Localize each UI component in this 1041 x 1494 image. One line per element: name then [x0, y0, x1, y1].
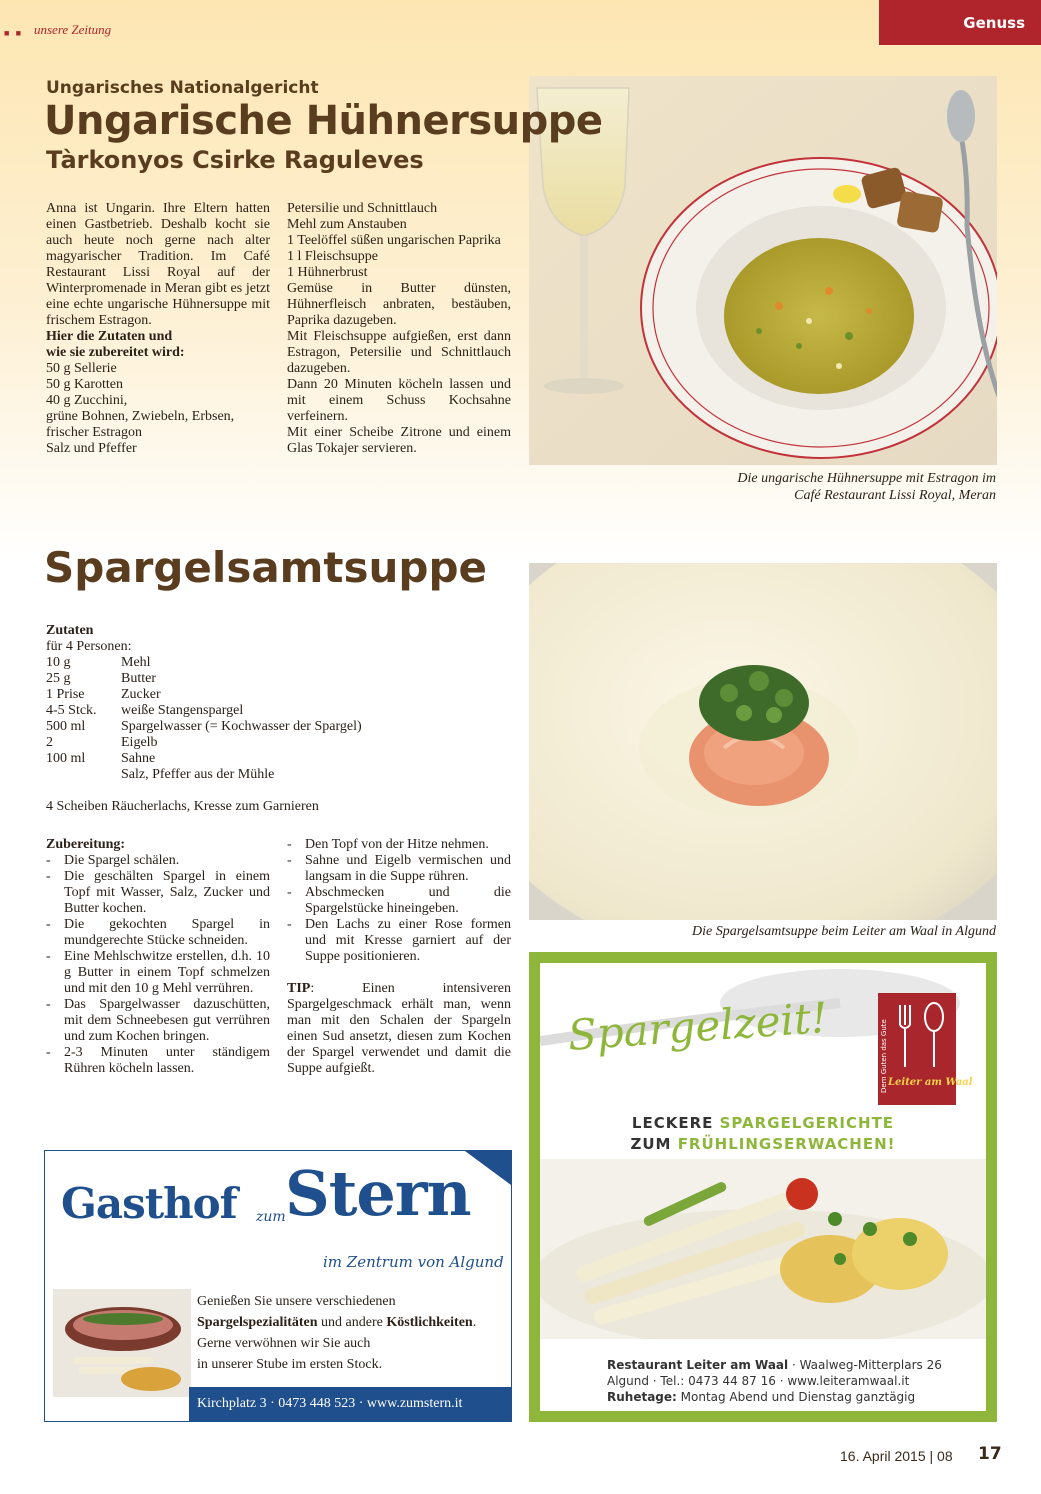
ingredient-row: [46, 703, 512, 719]
ad-leiter-am-waal[interactable]: [529, 952, 997, 1422]
article2-ingredients: [46, 623, 512, 815]
step-text: Sahne und Eigelb vermischen und langsam in die Suppe rühren.: [305, 853, 511, 884]
ingredient-item: Salz, Pfeffer aus der Mühle: [121, 767, 275, 782]
ingredient-line: 1 l Fleischsuppe: [287, 249, 378, 264]
ingredient-item: Mehl: [121, 655, 151, 670]
ad-stern-name-1: Gasthof: [61, 1179, 237, 1228]
caption-line: Die ungarische Hühnersuppe mit Estragon im: [737, 471, 996, 486]
ingredient-row: [46, 671, 512, 687]
ingredient-line: Salz und Pfeffer: [46, 441, 137, 456]
masthead-logo: unsere Zeitung: [34, 22, 112, 37]
ingredient-item: Spargelwasser (= Kochwasser der Spargel): [121, 719, 362, 734]
step-item: - Den Lachs zu einer Rose formen und mit Kresse garniert auf der Suppe positionieren.: [287, 917, 511, 964]
page-number: 17: [978, 1444, 1002, 1464]
ad-stern-text-span: .: [472, 1315, 477, 1330]
ad-waal-address: [607, 1357, 942, 1405]
step-text: Den Topf von der Hitze nehmen.: [305, 837, 489, 852]
ingredient-line: 40 g Zucchini,: [46, 393, 128, 408]
ingredient-qty: 100 ml: [46, 751, 86, 766]
ingredient-item: Sahne: [121, 751, 156, 766]
ad-stern-bold-text: Spargelspezialitäten: [197, 1315, 318, 1330]
ad-stern-line: Gerne verwöhnen wir Sie auch: [197, 1336, 371, 1351]
tip-label: TIP: [287, 981, 311, 996]
ad-stern-bold-text: Köstlichkeiten: [386, 1315, 473, 1330]
step-text: Die geschälten Spargel in einem Topf mit Wasser, Salz, Zucker und Butter kochen.: [64, 869, 270, 916]
article2-steps-right: [287, 837, 511, 1077]
article1-caption: [529, 470, 996, 504]
ad-stern-tagline: im Zentrum von Algund: [323, 1253, 504, 1271]
step-item: - Die gekochten Spargel in mundgerechte Stücke schneiden.: [46, 917, 270, 948]
step-paragraph: Mit Fleischsuppe aufgießen, erst dann Estragon, Petersilie und Schnittlauch dazugeben.: [287, 329, 511, 376]
spargelsuppe-photo: [529, 563, 997, 920]
ingredient-item: Zucker: [121, 687, 161, 702]
ingredient-item: Eigelb: [121, 735, 158, 750]
ad-stern-name-zum: zum: [256, 1209, 286, 1225]
step-paragraph: Gemüse in Butter dünsten, Hühnerfleisch anbraten, bestäuben, Paprika dazugeben.: [287, 281, 511, 328]
ingredient-qty: 25 g: [46, 671, 71, 686]
ad-waal-address-line: [607, 1357, 942, 1373]
step-text: Den Lachs zu einer Rose formen und mit Kresse garniert auf der Suppe positionieren.: [305, 917, 511, 964]
ad-waal-slogan-green: FRÜHLINGSERWACHEN!: [677, 1135, 896, 1153]
ingredient-line: frischer Estragon: [46, 425, 143, 440]
ad-waal-slogan-dark: LECKERE: [631, 1114, 720, 1132]
ad-waal-slogan-line: [540, 1134, 986, 1155]
article1-column-1: [46, 201, 270, 457]
ingredient-qty: 10 g: [46, 655, 71, 670]
cutlery-icon: [894, 1001, 950, 1071]
ad-waal-ruhe-text: Montag Abend und Dienstag ganztägig: [676, 1390, 916, 1404]
step-item: - Eine Mehlschwitze erstellen, d.h. 10 g Butter in einem Topf schmelzen und mit den 10 g Mehl verrühren.: [46, 949, 270, 996]
ingredient-line: 1 Hühnerbrust: [287, 265, 368, 280]
ingredient-item: Butter: [121, 671, 156, 686]
step-item: - Abschmecken und die Spargelstücke hineingeben.: [287, 885, 511, 916]
article1-ingredients-heading-2: wie sie zubereitet wird:: [46, 345, 185, 360]
ad-waal-logo-name: Leiter am Waal: [888, 1077, 973, 1088]
step-text: Abschmecken und die Spargelstücke hineingeben.: [305, 885, 511, 916]
ad-waal-address-line: Algund · Tel.: 0473 44 87 16 · www.leiteramwaal.it: [607, 1374, 910, 1388]
step-text: Das Spargelwasser dazuschütten, mit dem Schneebesen gut verrühren und zum Kochen bringen.: [64, 997, 270, 1044]
ingredient-row: [46, 735, 512, 751]
step-item: - Das Spargelwasser dazuschütten, mit dem Schneebesen gut verrühren und zum Kochen bringen.: [46, 997, 270, 1044]
ingredient-qty: 1 Prise: [46, 687, 85, 702]
ingredient-qty: [46, 767, 121, 783]
ingredient-item: weiße Stangenspargel: [121, 703, 244, 718]
section-tab: Genuss: [879, 0, 1041, 45]
ingredient-line: Petersilie und Schnittlauch: [287, 201, 438, 216]
ingredient-line: grüne Bohnen, Zwiebeln, Erbsen,: [46, 409, 235, 424]
step-item: - Die geschälten Spargel in einem Topf mit Wasser, Salz, Zucker und Butter kochen.: [46, 869, 270, 916]
ad-waal-restaurant-name: Restaurant Leiter am Waal: [607, 1358, 789, 1372]
article1-kicker: Ungarisches Nationalgericht: [46, 78, 319, 98]
article2-caption: Die Spargelsamtsuppe beim Leiter am Waal in Algund: [692, 924, 996, 939]
article1-ingredients-heading-1: Hier die Zutaten und: [46, 329, 173, 344]
ad-waal-food-photo: [540, 1159, 986, 1339]
ingredient-row: [46, 687, 512, 703]
garnish-line: 4 Scheiben Räucherlachs, Kresse zum Garnieren: [46, 799, 319, 814]
ad-waal-logo: [878, 993, 973, 1105]
step-item: - Sahne und Eigelb vermischen und langsam in die Suppe rühren.: [287, 853, 511, 884]
tip-paragraph: [287, 981, 511, 1077]
ingredient-row: [46, 767, 512, 783]
caption-line: Café Restaurant Lissi Royal, Meran: [794, 488, 996, 503]
ingredient-line: Mehl zum Anstauben: [287, 217, 407, 232]
ad-stern-line: Genießen Sie unsere verschiedenen: [197, 1294, 396, 1309]
step-item: - Die Spargel schälen.: [46, 853, 270, 869]
ad-stern-name-2: Stern: [285, 1157, 471, 1230]
step-text: Die Spargel schälen.: [64, 853, 180, 868]
step-item: - 2-3 Minuten unter ständigem Rühren köcheln lassen.: [46, 1045, 270, 1076]
ad-waal-logo-side: Dem Guten das Gute: [880, 1019, 888, 1093]
ad-stern-text-span: und andere: [317, 1315, 387, 1330]
step-text: Eine Mehlschwitze erstellen, d.h. 10 g Butter in einem Topf schmelzen und mit den 10 g Mehl verrühren.: [64, 949, 270, 996]
ad-waal-street: · Waalweg-Mitterplars 26: [788, 1358, 942, 1372]
ad-stern-footer: Kirchplatz 3 · 0473 448 523 · www.zumstern.it: [197, 1396, 463, 1411]
ad-stern-footer-bar: [189, 1387, 511, 1421]
ad-stern-text: [197, 1291, 509, 1375]
ad-stern-line: in unserer Stube im ersten Stock.: [197, 1357, 383, 1372]
ad-waal-inner: [540, 963, 986, 1411]
article2-steps-left: [46, 837, 270, 1077]
ingredient-row: [46, 655, 512, 671]
step-paragraph: Mit einer Scheibe Zitrone und einem Glas Tokajer servieren.: [287, 425, 511, 456]
ad-waal-script: Spargelzeit!: [566, 992, 830, 1060]
zutaten-label: Zutaten: [46, 623, 94, 638]
ingredient-qty: 2: [46, 735, 53, 750]
article1-subtitle: Tàrkonyos Csirke Raguleves: [46, 146, 424, 174]
article2-title: Spargelsamtsuppe: [44, 543, 488, 592]
step-text: 2-3 Minuten unter ständigem Rühren köcheln lassen.: [64, 1045, 270, 1076]
ad-waal-ruhe-label: Ruhetage:: [607, 1390, 677, 1404]
ad-waal-slogan-line: [540, 1113, 986, 1134]
zubereitung-label: Zubereitung:: [46, 837, 126, 852]
ingredient-line: 50 g Sellerie: [46, 361, 117, 376]
ad-waal-slogan-green: SPARGELGERICHTE: [719, 1114, 895, 1132]
ad-waal-slogan: [540, 1113, 986, 1155]
step-paragraph: Dann 20 Minuten köcheln lassen und mit einem Schuss Kochsahne verfeinern.: [287, 377, 511, 424]
tip-text: : Einen intensiveren Spargelgeschmack erhält man, wenn man mit den Schalen der Spargeln einen Sud ansetzt, diesen zum Kochen der Spargel verwendet und damit die Suppe aufgießt.: [287, 981, 511, 1076]
ingredient-line: 1 Teelöffel süßen ungarischen Paprika: [287, 233, 501, 248]
ad-stern-food-photo: [53, 1289, 191, 1397]
ingredient-row: [46, 719, 512, 735]
article1-intro: Anna ist Ungarin. Ihre Eltern hatten einen Gastbetrieb. Deshalb kocht sie auch heute noch gerne nach alter magyarischer Tradition. Im Café Restaurant Lissi Royal auf der Winterpromenade in Meran gibt es jetzt eine echte ungarische Hühnersuppe mit frischem Estragon.: [46, 201, 270, 328]
masthead-dots: ■ ■: [4, 28, 24, 38]
article1-title: Ungarische Hühnersuppe: [44, 98, 603, 144]
persons-line: für 4 Personen:: [46, 639, 132, 654]
step-item: - Den Topf von der Hitze nehmen.: [287, 837, 511, 853]
ingredient-qty: 4-5 Stck.: [46, 703, 97, 718]
ingredient-line: 50 g Karotten: [46, 377, 123, 392]
ad-stern-line: [197, 1312, 509, 1333]
ad-waal-slogan-dark: ZUM: [630, 1135, 678, 1153]
ad-gasthof-stern[interactable]: [44, 1150, 512, 1422]
step-text: Die gekochten Spargel in mundgerechte Stücke schneiden.: [64, 917, 270, 948]
page-footer-date: 16. April 2015 | 08: [840, 1448, 953, 1464]
ad-waal-address-line: [607, 1389, 942, 1405]
ingredient-row: [46, 751, 512, 767]
article1-column-2: [287, 201, 511, 457]
ingredient-qty: 500 ml: [46, 719, 86, 734]
